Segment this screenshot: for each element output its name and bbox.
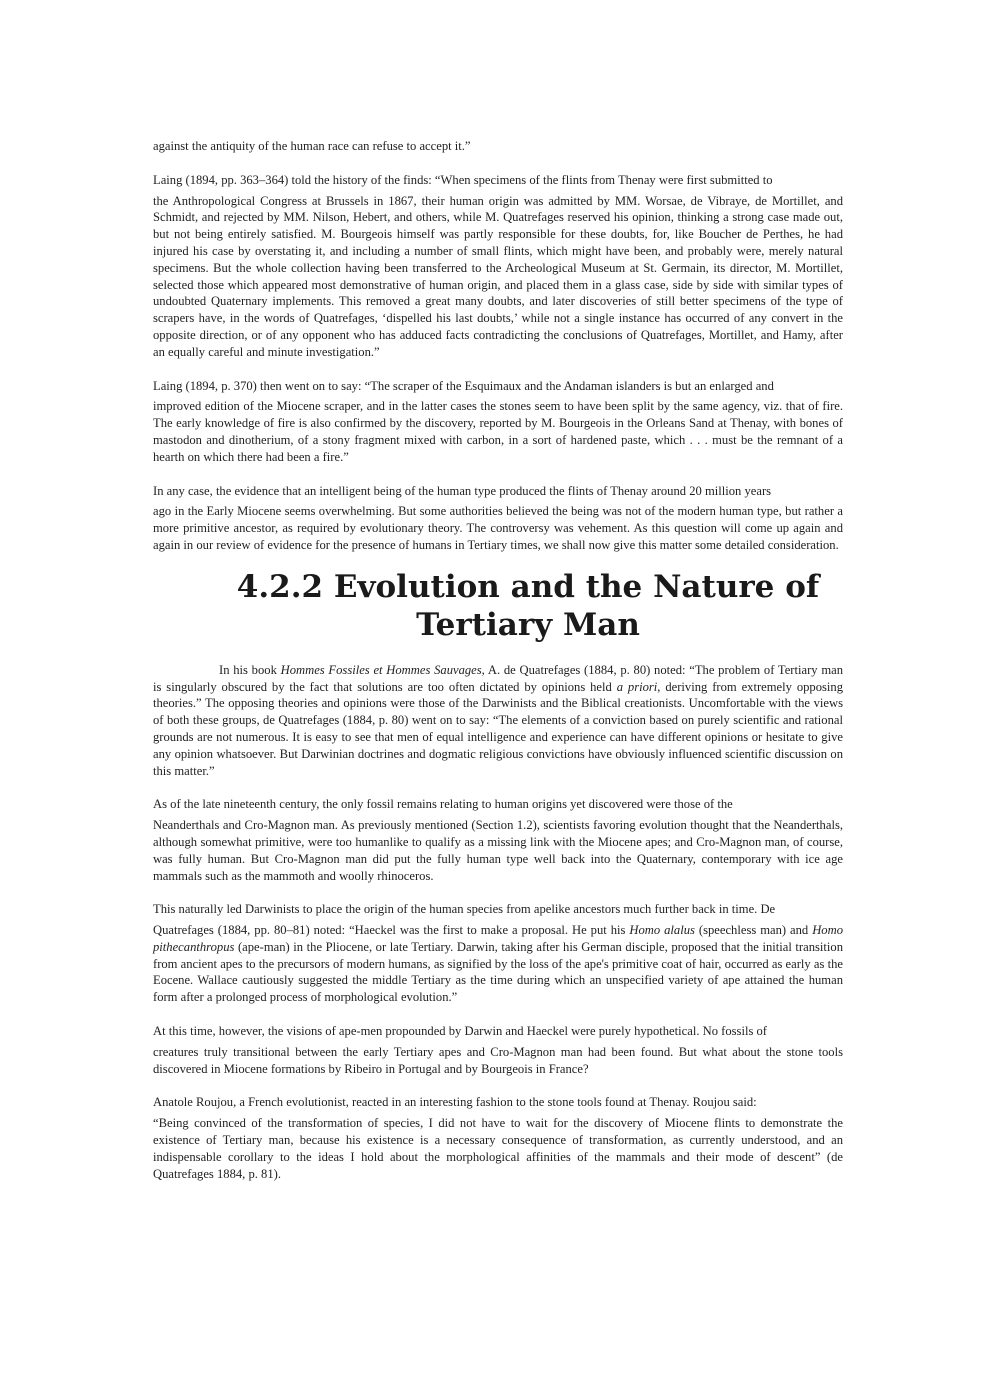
paragraph-first-line: This naturally led Darwinists to place the origin of the human species from apelike ancestors much further back in time. De — [153, 902, 776, 917]
paragraph-first-line: In any case, the evidence that an intelligent being of the human type produced the flints of Thenay around 20 million years — [153, 483, 772, 498]
book-title: Hommes Fossiles et Hommes Sauvages — [280, 662, 482, 677]
paragraph-first-line: At this time, however, the visions of ape-men propounded by Darwin and Haeckel were purely hypothetical. No fossils of — [153, 1024, 767, 1039]
paragraph-continuation — [153, 138, 843, 155]
paragraph-text: improved edition of the Miocene scraper, and in the latter cases the stones seem to have been split by the same agency, viz. that of fire. The early knowledge of fire is also confirmed by the discovery, reported by M. Bourgeois in the Orleans Sand at Thenay, with bones of mastodon and dinotherium, of a stony fragment mixed with carbon, in a sort of hardened paste, which . . . must be the remnant of a hearth on which there had been a fire.” — [153, 399, 843, 464]
species-name: Homo alalus — [629, 923, 695, 938]
paragraph-first-line: Laing (1894, p. 370) then went on to say: “The scraper of the Esquimaux and the Andaman islanders is but an enlarged and — [153, 378, 774, 393]
paragraph-text: “Being convinced of the transformation of species, I did not have to wait for the discovery of Miocene flints to demonstrate the existence of Tertiary man, because his existence is a necessary consequence of transformation, as currently understood, and an indispensable corollary to the ideas I hold about the morphological affinities of the mammals and their mode of descent” (de Quatrefages 1884, p. 81). — [153, 1116, 843, 1181]
paragraph-text: , deriving from extremely opposing theories.” The opposing theories and opinions were those of the Darwinists and the Biblical creationists. Uncomfortable with the views of both these groups, de Quatrefages (1884, p. 80) went on to say: “The elements of a conviction based on purely scientific and rational grounds are not numerous. It is easy to see that men of equal intelligence and experience can have different opinions or hesitate to give any opinion whatsoever. But Darwinian doctrines and dogmatic religious convictions have obviously influenced scientific discussion on this matter.” — [153, 679, 843, 778]
paragraph-text: creatures truly transitional between the early Tertiary apes and Cro-Magnon man had been found. But what about the stone tools discovered in Miocene formations by Ribeiro in Portugal and by Bourgeois in France? — [153, 1044, 843, 1076]
document-page — [153, 138, 843, 1182]
paragraph-roujou — [153, 1094, 843, 1182]
species-name: Homo pithecanthropus — [153, 923, 843, 954]
paragraph-text: the Anthropological Congress at Brussels in 1867, their human origin was admitted by MM. Worsae, de Vibraye, de Mortillet, and Schmidt, and rejected by MM. Nilson, Hebert, and others, while M. Quatrefages reserved his opinion, thinking a strong case made out, but not being entirely satisfied. M. Bourgeois himself was partly responsible for these doubts, for, like Boucher de Perthes, he had injured his case by overstating it, and including a number of small flints, which might have been, and probably were, merely natural specimens. But the whole collection having been transferred to the Archeological Museum at St. Germain, its director, M. Mortillet, selected those which appeared most demonstrative of human origin, and placed them in a glass case, side by side with similar types of undoubted Quaternary implements. This removed a great many doubts, and later discoveries of still better specimens of the type of scrapers have, in the words of Quatrefages, ‘dispelled his last doubts,’ while not a single instance has occurred of any convert in the opposite direction, or of any opponent who has adduced facts contradicting the conclusions of Quatrefages, Mortillet, and Hamy, after an equally careful and minute investigation.” — [153, 193, 843, 359]
paragraph-evidence — [153, 483, 843, 554]
paragraph-fossil-remains — [153, 796, 843, 884]
paragraph-text: against the antiquity of the human race can refuse to accept it.” — [153, 139, 471, 153]
paragraph-first-line: Laing (1894, pp. 363–364) told the history of the finds: “When specimens of the flints from Thenay were first submitted to — [153, 172, 773, 187]
latin-phrase: a priori — [616, 679, 658, 694]
paragraph-hypothetical — [153, 1023, 843, 1077]
paragraph-laing-scraper — [153, 378, 843, 466]
paragraph-first-line: As of the late nineteenth century, the only fossil remains relating to human origins yet discovered were those of the — [153, 797, 733, 812]
paragraph-text: ago in the Early Miocene seems overwhelming. But some authorities believed the being was not of the modern human type, but rather a more primitive ancestor, as required by evolutionary theory. The controversy was vehement. As this question will come up again and again in our review of evidence for the presence of humans in Tertiary times, we shall now give this matter some detailed consideration. — [153, 504, 843, 552]
paragraph-laing-history — [153, 172, 843, 361]
paragraph-text: Quatrefages (1884, pp. 80–81) noted: “Haeckel was the first to make a proposal. He put his — [153, 923, 630, 938]
paragraph-text: (ape-man) in the Pliocene, or late Tertiary. Darwin, taking after his German disciple, proposed that the initial transition from ancient apes to the precursors of modern humans, as signified by the loss of the ape's primitive coat of hair, occurred as early as the Eocene. Wallace cautiously suggested the middle Tertiary as the time during which an unspecified variety of ape attained the human form after a prolonged process of morphological evolution.” — [153, 939, 843, 1005]
paragraph-text: , A. de Quatrefages (1884, p. 80) noted: “The problem of Tertiary man is singularly obscured by the fact that solutions are too often dictated by opinions held — [153, 662, 844, 694]
paragraph-text: (speechless man) and — [694, 923, 813, 938]
paragraph-text: In his book — [219, 662, 281, 677]
paragraph-quatrefages — [153, 662, 843, 780]
paragraph-first-line: Anatole Roujou, a French evolutionist, reacted in an interesting fashion to the stone tools found at Thenay. Roujou said: — [153, 1095, 757, 1110]
paragraph-darwinists — [153, 901, 843, 1006]
paragraph-text: Neanderthals and Cro-Magnon man. As previously mentioned (Section 1.2), scientists favoring evolution thought that the Neanderthals, although somewhat primitive, were too humanlike to qualify as a missing link with the Miocene apes; and Cro-Magnon man, of course, was fully human. But Cro-Magnon man did put the fully human type well back into the Quaternary, contemporary with ice age mammals such as the mammoth and woolly rhinoceros. — [153, 818, 843, 883]
section-heading: 4.2.2 Evolution and the Nature of Tertiary Man — [236, 568, 820, 643]
